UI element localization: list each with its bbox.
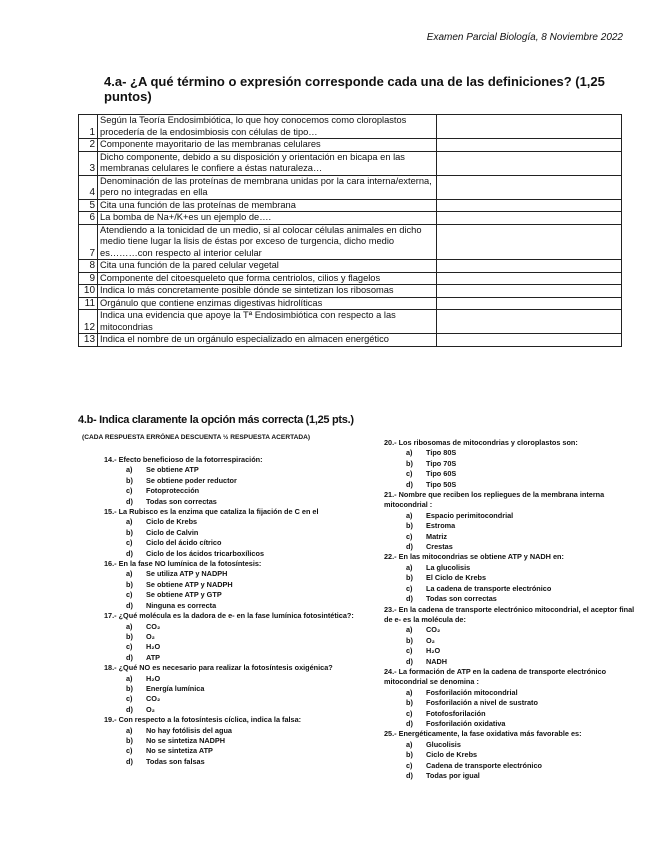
option-letter: b) (126, 631, 133, 641)
option-text: Ciclo de Calvin (146, 527, 199, 537)
option-letter: c) (126, 538, 133, 548)
option-text: CO₂ (146, 621, 161, 631)
answer-option[interactable] (384, 459, 639, 469)
option-text: O₂ (146, 631, 155, 641)
option-letter: a) (406, 687, 413, 697)
option-text: Fosforilación mitocondrial (426, 687, 518, 697)
answer-cell[interactable] (436, 297, 621, 310)
definition-text: Indica una evidencia que apoye la Tª Endosimbiótica con respecto a las mitocondrias (98, 310, 437, 334)
answer-option[interactable] (384, 521, 639, 531)
answer-option[interactable] (384, 688, 639, 698)
option-text: No se sintetiza NADPH (146, 735, 226, 745)
option-letter: a) (126, 465, 133, 475)
option-letter: b) (406, 521, 413, 531)
answer-option[interactable] (384, 771, 639, 781)
option-text: Se obtiene poder reductor (146, 475, 237, 485)
option-text: La glucolisis (426, 562, 471, 572)
definition-number: 6 (79, 212, 98, 225)
option-letter: a) (126, 725, 133, 735)
option-letter: b) (406, 698, 413, 708)
answer-option[interactable] (384, 636, 639, 646)
definition-number: 8 (79, 260, 98, 273)
option-text: O₂ (426, 635, 435, 645)
answer-cell[interactable] (436, 334, 621, 347)
answer-option[interactable] (384, 740, 639, 750)
right-question-column (384, 438, 639, 781)
option-letter: b) (406, 750, 413, 760)
option-letter: a) (406, 739, 413, 749)
answer-cell[interactable] (436, 310, 621, 334)
option-text: Ciclo del ácido cítrico (146, 538, 222, 548)
option-letter: b) (126, 683, 133, 693)
definition-text: Componente del citoesqueleto que forma centriolos, cilios y flagelos (98, 272, 437, 285)
option-letter: a) (126, 517, 133, 527)
option-text: CO₂ (426, 625, 441, 635)
option-letter: d) (406, 771, 413, 780)
option-letter: c) (406, 708, 413, 718)
option-text: Tipo 50S (426, 479, 457, 489)
definition-text: Dicho componente, debido a su disposición y orientación en bicapa en las membranas celulares le confiere a éstas naturaleza… (98, 151, 437, 175)
option-letter: d) (126, 756, 133, 766)
answer-option[interactable] (104, 549, 366, 559)
answer-option[interactable] (104, 569, 366, 579)
option-letter: d) (406, 718, 413, 728)
question-text: 24.- La formación de ATP en la cadena de transporte electrónico mitocondrial se denomina : (384, 666, 607, 687)
question-text: 14.- Efecto beneficioso de la fotorrespiración: (104, 455, 263, 464)
option-text: No se sintetiza ATP (146, 746, 213, 756)
answer-option[interactable] (384, 542, 639, 552)
question-4a-title: 4.a- ¿A qué término o expresión corresponde cada una de las definiciones? (1,25 puntos) (104, 74, 605, 104)
option-text: Se obtiene ATP y NADPH (146, 579, 233, 589)
answer-option[interactable] (384, 657, 639, 667)
definition-number: 13 (79, 334, 98, 347)
option-letter: a) (126, 569, 133, 579)
option-text: Espacio perimitocondrial (426, 510, 514, 520)
option-text: El Ciclo de Krebs (426, 573, 487, 583)
question-text: 23.- En la cadena de transporte electrónico mitocondrial, el aceptor final de e- es la molécula de: (384, 604, 635, 624)
option-letter: c) (406, 760, 413, 770)
option-letter: a) (126, 621, 133, 631)
question-text: 16.- En la fase NO lumínica de la fotosíntesis: (104, 559, 262, 569)
answer-option[interactable] (104, 632, 366, 642)
definition-number: 10 (79, 285, 98, 298)
option-text: Ciclo de los ácidos tricarboxílicos (146, 548, 265, 558)
option-text: La cadena de transporte electrónico (426, 583, 552, 593)
option-letter: d) (126, 496, 133, 506)
option-letter: b) (406, 635, 413, 645)
definition-text: Denominación de las proteínas de membrana unidas por la cara interna/externa, pero no integradas en ella (98, 175, 437, 199)
question-text: 17.- ¿Qué molécula es la dadora de e- en la fase lumínica fotosintética?: (104, 611, 354, 621)
option-letter: b) (126, 579, 133, 589)
option-letter: a) (126, 673, 133, 683)
answer-option[interactable] (384, 646, 639, 656)
option-letter: b) (406, 573, 413, 583)
question-text: 21.- Nombre que reciben los repliegues de la membrana interna mitocondrial : (384, 490, 605, 510)
option-text: CO₂ (146, 694, 161, 704)
definition-row (79, 175, 622, 199)
answer-option[interactable] (384, 532, 639, 542)
question-text: 20.- Los ribosomas de mitocondrias y cloroplastos son: (384, 438, 578, 447)
answer-option[interactable] (104, 497, 366, 507)
answer-option[interactable] (104, 736, 366, 746)
answer-option[interactable] (104, 642, 366, 652)
definition-row (79, 260, 622, 273)
definition-text: Cita una función de las proteínas de membrana (98, 199, 437, 212)
option-letter: b) (126, 527, 133, 537)
definitions-table (78, 114, 622, 347)
answer-option[interactable] (104, 601, 366, 611)
answer-option[interactable] (104, 486, 366, 496)
option-text: Tipo 80S (426, 448, 457, 458)
definition-text: Según la Teoría Endosimbiótica, lo que hoy conocemos como cloroplastos procedería de la endosimbiosis con células de tipo… (98, 115, 437, 139)
answer-option[interactable] (104, 622, 366, 632)
option-text: Estroma (426, 521, 456, 531)
answer-cell[interactable] (436, 151, 621, 175)
definition-row (79, 285, 622, 298)
option-text: Todas son correctas (426, 594, 497, 604)
question-4b-title: 4.b- Indica claramente la opción más correcta (1,25 pts.) (78, 414, 354, 426)
option-letter: c) (406, 469, 413, 479)
option-letter: a) (406, 448, 413, 458)
definition-number: 9 (79, 272, 98, 285)
definition-row (79, 272, 622, 285)
answer-option[interactable] (384, 480, 639, 490)
option-text: Fotofosforilación (426, 708, 486, 718)
definition-row (79, 297, 622, 310)
answer-option[interactable] (384, 761, 639, 771)
question-text: 19.- Con respecto a la fotosíntesis cíclica, indica la falsa: (104, 715, 302, 725)
option-text: Tipo 70S (426, 458, 457, 468)
exam-header: Examen Parcial Biología, 8 Noviembre 2022 (426, 32, 623, 43)
question-text: 18.- ¿Qué NO es necesario para realizar la fotosíntesis oxigénica? (104, 663, 333, 673)
answer-option[interactable] (384, 625, 639, 635)
definition-text: La bomba de Na+/K+es un ejemplo de…. (98, 212, 437, 225)
option-text: Se obtiene ATP (146, 465, 199, 475)
definition-row (79, 224, 622, 260)
definition-row (79, 151, 622, 175)
option-text: Ciclo de Krebs (146, 517, 198, 527)
answer-option[interactable] (104, 674, 366, 684)
question-text: 22.- En las mitocondrias se obtiene ATP y NADH en: (384, 552, 564, 562)
option-text: Ninguna es correcta (146, 600, 217, 610)
option-letter: d) (406, 656, 413, 666)
answer-option[interactable] (384, 719, 639, 729)
definition-text: Componente mayoritario de las membranas celulares (98, 139, 437, 152)
option-text: Ciclo de Krebs (426, 750, 478, 760)
answer-option[interactable] (104, 580, 366, 590)
answer-option[interactable] (384, 594, 639, 604)
option-letter: d) (126, 548, 133, 558)
option-text: Se utiliza ATP y NADPH (146, 569, 228, 579)
definition-row (79, 199, 622, 212)
option-letter: a) (406, 625, 413, 635)
question-4b-subtitle: (CADA RESPUESTA ERRÓNEA DESCUENTA ½ RESPUESTA ACERTADA) (82, 434, 311, 441)
answer-cell[interactable] (436, 175, 621, 199)
definition-row (79, 212, 622, 225)
answer-option[interactable] (104, 726, 366, 736)
answer-option[interactable] (104, 653, 366, 663)
definition-row (79, 139, 622, 152)
answer-option[interactable] (384, 584, 639, 594)
option-text: Todas son falsas (146, 756, 205, 766)
option-text: Fosforilación a nivel de sustrato (426, 698, 538, 708)
definition-text: Orgánulo que contiene enzimas digestivas hidrolíticas (98, 297, 437, 310)
question-text: 25.- Energéticamente, la fase oxidativa más favorable es: (384, 729, 582, 739)
answer-option[interactable] (384, 573, 639, 583)
answer-option[interactable] (104, 528, 366, 538)
option-letter: b) (126, 735, 133, 745)
option-letter: a) (406, 510, 413, 520)
option-text: Todas por igual (426, 771, 480, 780)
option-letter: c) (406, 531, 413, 541)
option-text: H₂O (146, 673, 161, 683)
answer-option[interactable] (104, 757, 366, 767)
answer-cell[interactable] (436, 224, 621, 260)
option-letter: c) (126, 746, 133, 756)
option-letter: c) (406, 583, 413, 593)
definition-number: 3 (79, 151, 98, 175)
option-text: Matriz (426, 531, 448, 541)
definition-number: 12 (79, 310, 98, 334)
option-letter: c) (126, 590, 133, 600)
answer-cell[interactable] (436, 199, 621, 212)
answer-option[interactable] (104, 590, 366, 600)
option-text: Crestas (426, 542, 453, 552)
option-text: Glucolisis (426, 739, 461, 749)
option-text: NADH (426, 656, 448, 666)
option-text: ATP (146, 652, 161, 662)
answer-option[interactable] (384, 469, 639, 479)
answer-option[interactable] (104, 476, 366, 486)
answer-cell[interactable] (436, 285, 621, 298)
definition-number: 1 (79, 115, 98, 139)
option-letter: b) (406, 458, 413, 468)
answer-option[interactable] (384, 511, 639, 521)
option-text: H₂O (146, 642, 161, 652)
definition-text: Cita una función de la pared celular vegetal (98, 260, 437, 273)
option-text: Fotoprotección (146, 486, 200, 496)
answer-option[interactable] (104, 465, 366, 475)
option-text: Tipo 60S (426, 469, 457, 479)
definition-number: 4 (79, 175, 98, 199)
option-text: Todas son correctas (146, 496, 217, 506)
option-letter: d) (406, 479, 413, 489)
option-letter: c) (126, 694, 133, 704)
definition-row (79, 310, 622, 334)
definition-number: 2 (79, 139, 98, 152)
answer-option[interactable] (104, 705, 366, 715)
option-letter: d) (126, 600, 133, 610)
option-text: H₂O (426, 646, 441, 656)
answer-option[interactable] (384, 448, 639, 458)
option-letter: d) (406, 542, 413, 552)
definition-text: Indica lo más concretamente posible dónde se sintetizan los ribosomas (98, 285, 437, 298)
answer-option[interactable] (384, 750, 639, 760)
answer-cell[interactable] (436, 260, 621, 273)
definition-text: Indica el nombre de un orgánulo especializado en almacen energético (98, 334, 437, 347)
answer-option[interactable] (104, 517, 366, 527)
answer-option[interactable] (104, 746, 366, 756)
answer-cell[interactable] (436, 115, 621, 139)
option-text: Cadena de transporte electrónico (426, 760, 542, 770)
question-text: 15.- La Rubisco es la enzima que cataliza la fijación de C en el (104, 507, 319, 517)
option-text: O₂ (146, 704, 155, 714)
answer-option[interactable] (104, 684, 366, 694)
answer-option[interactable] (104, 694, 366, 704)
definition-number: 11 (79, 297, 98, 310)
option-letter: b) (126, 475, 133, 485)
definition-row (79, 334, 622, 347)
option-text: Energía lumínica (146, 683, 205, 693)
definition-number: 7 (79, 224, 98, 260)
left-question-column (104, 455, 366, 767)
answer-option[interactable] (384, 698, 639, 708)
definition-text: Atendiendo a la tonicidad de un medio, si al colocar células animales en dicho medio tiene lugar la lisis de éstas por exceso de turgencia, dicho medio es………con respecto al interior celular (98, 224, 437, 260)
answer-cell[interactable] (436, 212, 621, 225)
answer-option[interactable] (384, 563, 639, 573)
option-letter: c) (126, 486, 133, 496)
option-letter: d) (126, 652, 133, 662)
definition-number: 5 (79, 199, 98, 212)
answer-cell[interactable] (436, 139, 621, 152)
option-text: Fosforilación oxidativa (426, 718, 506, 728)
answer-option[interactable] (104, 538, 366, 548)
option-text: No hay fotólisis del agua (146, 725, 232, 735)
answer-option[interactable] (384, 709, 639, 719)
option-letter: c) (406, 646, 413, 656)
option-text: Se obtiene ATP y GTP (146, 590, 222, 600)
option-letter: d) (406, 594, 413, 604)
definition-row (79, 115, 622, 139)
option-letter: c) (126, 642, 133, 652)
option-letter: d) (126, 704, 133, 714)
answer-cell[interactable] (436, 272, 621, 285)
option-letter: a) (406, 562, 413, 572)
